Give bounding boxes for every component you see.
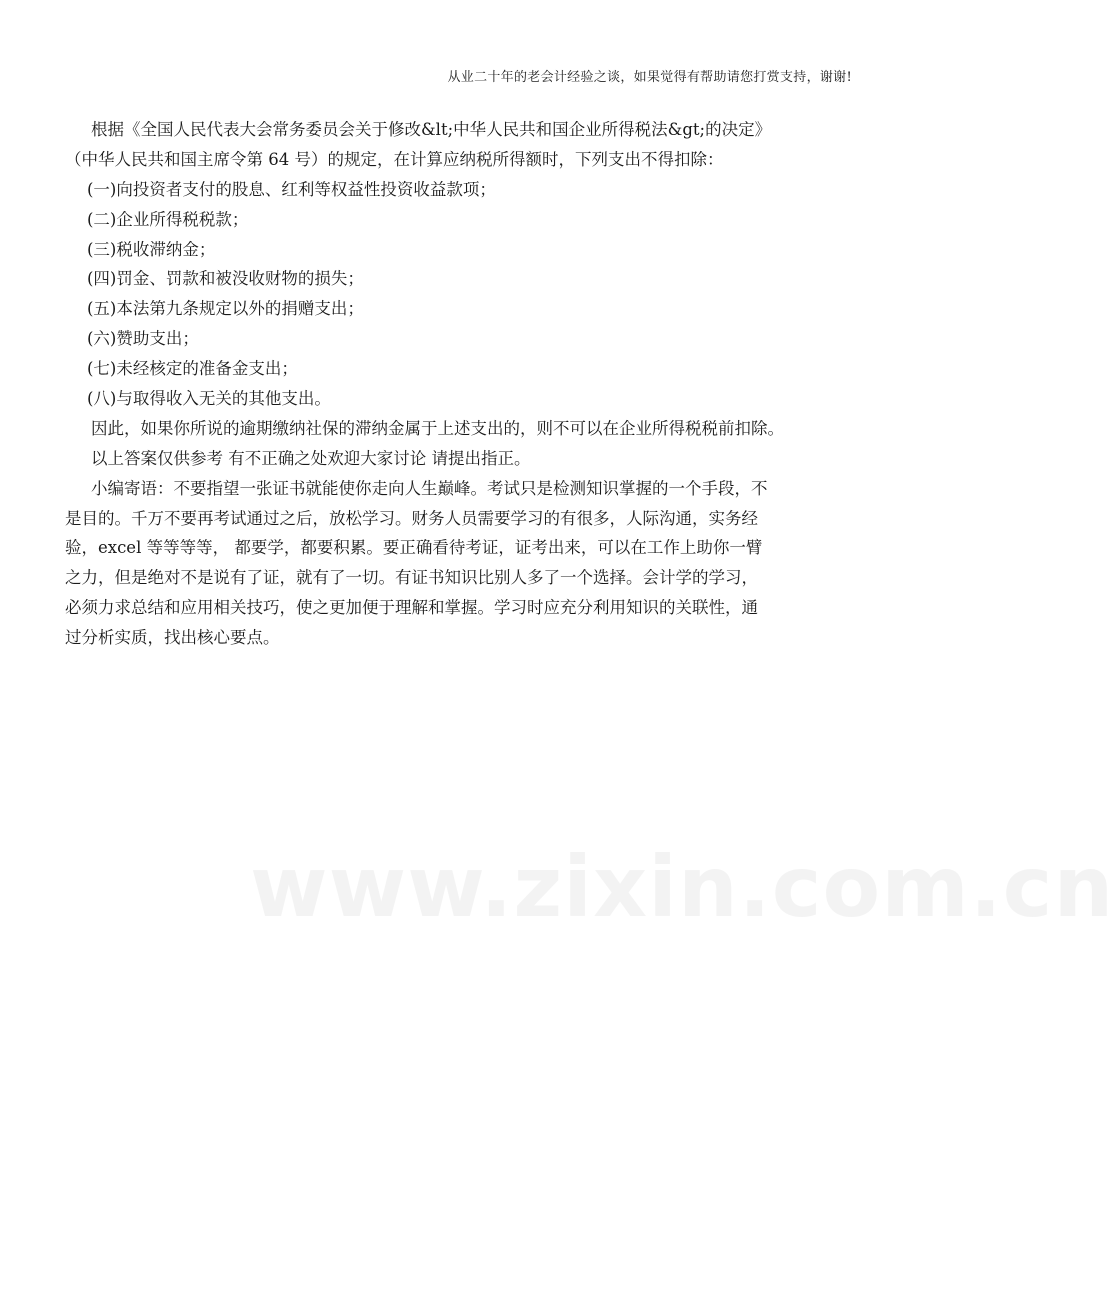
editor-note-line: 验，excel 等等等等， 都要学，都要积累。要正确看待考证，证考出来，可以在工作上助你一臂 [65, 538, 763, 558]
header-note: 从业二十年的老会计经验之谈，如果觉得有帮助请您打赏支持，谢谢! [447, 70, 852, 85]
editor-note-line: 小编寄语：不要指望一张证书就能使你走向人生巅峰。考试只是检测知识掌握的一个手段，不 [91, 478, 768, 498]
disclaimer-paragraph: 以上答案仅供参考 有不正确之处欢迎大家讨论 请提出指正。 [91, 448, 531, 468]
intro-line-2: （中华人民共和国主席令第 64 号）的规定，在计算应纳税所得额时，下列支出不得扣除： [65, 149, 724, 169]
list-item: (五)本法第九条规定以外的捐赠支出； [87, 299, 364, 319]
list-item: (一)向投资者支付的股息、红利等权益性投资收益款项； [87, 179, 496, 199]
editor-note-line: 之力，但是绝对不是说有了证，就有了一切。有证书知识比别人多了一个选择。会计学的学习， [65, 568, 758, 588]
editor-note-line: 是目的。千万不要再考试通过之后，放松学习。财务人员需要学习的有很多，人际沟通，实务经 [65, 508, 758, 528]
editor-note-paragraph [65, 474, 857, 653]
list-item: (四)罚金、罚款和被没收财物的损失； [87, 269, 364, 289]
list-item: (三)税收滞纳金； [87, 239, 216, 259]
document-body [65, 115, 857, 653]
conclusion-paragraph: 因此，如果你所说的逾期缴纳社保的滞纳金属于上述支出的，则不可以在企业所得税税前扣除。 [91, 418, 784, 438]
watermark: www.zixin.com.cn [250, 838, 1114, 936]
list-item: (八)与取得收入无关的其他支出。 [87, 389, 331, 409]
list-item: (二)企业所得税税款； [87, 209, 249, 229]
editor-note-line: 必须力求总结和应用相关技巧，使之更加便于理解和掌握。学习时应充分利用知识的关联性，通 [65, 598, 758, 618]
list-item: (六)赞助支出； [87, 329, 199, 349]
list-item: (七)未经核定的准备金支出； [87, 359, 298, 379]
editor-note-line: 过分析实质，找出核心要点。 [65, 628, 280, 648]
intro-line-1: 根据《全国人民代表大会常务委员会关于修改&lt;中华人民共和国企业所得税法&gt;的决定》 [91, 120, 772, 139]
